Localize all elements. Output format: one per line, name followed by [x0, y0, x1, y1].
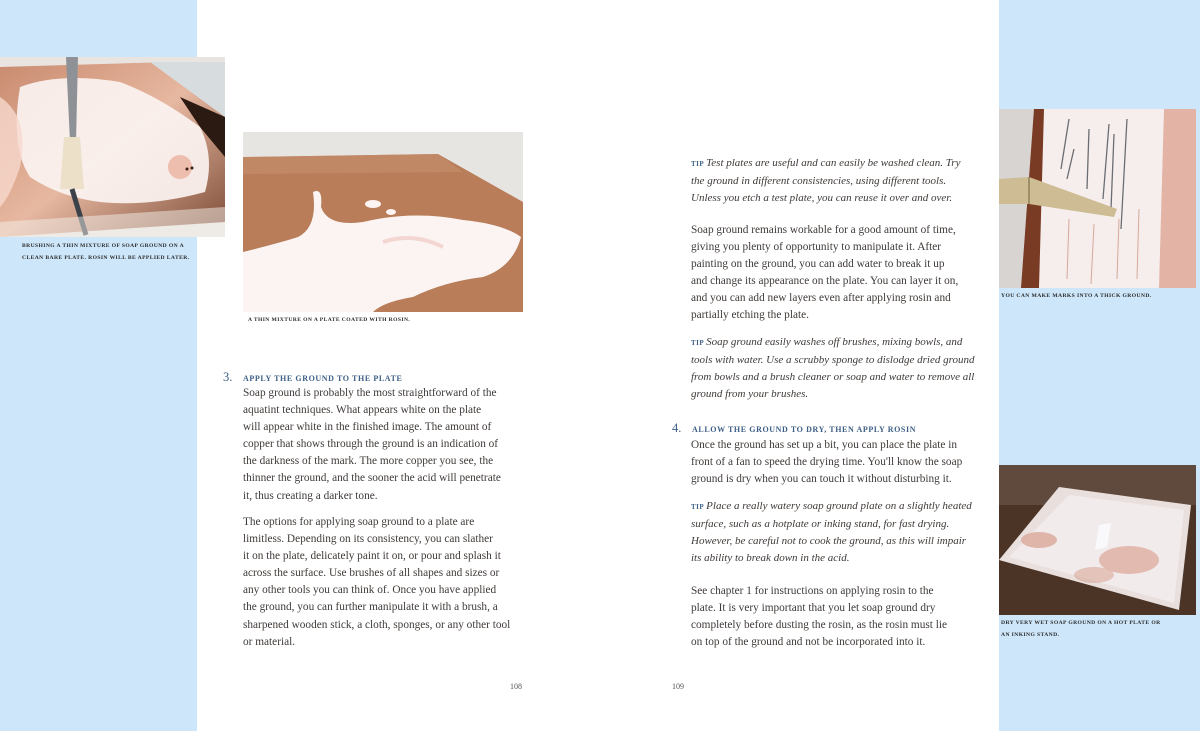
tip-watery-plate: TIP Place a really watery soap ground plate on a slightly heated surface, such as a hotplate or inking stand, for fast drying. However, be careful not to cook the ground, as this will impair its ability to break down in the acid. [691, 500, 972, 565]
figure-caption-thick-ground: YOU CAN MAKE MARKS INTO A THICK GROUND. [1001, 293, 1152, 299]
photo-hot-plate-image [999, 465, 1196, 615]
photo-thin-mixture-image [243, 132, 523, 312]
tip-washing: TIP Soap ground easily washes off brushes, mixing bowls, and tools with water. Use a scrubby sponge to dislodge dried ground from bowls and a brush cleaner or soap and water to remove all ground from your brushes. [691, 336, 975, 401]
step-number: 3. [223, 370, 233, 384]
figure-caption-brushing: BRUSHING A THIN MIXTURE OF SOAP GROUND ON A CLEAN BARE PLATE. ROSIN WILL BE APPLIED LATER. [22, 243, 190, 261]
step-title: APPLY THE GROUND TO THE PLATE [243, 374, 403, 383]
photo-thin-mixture [243, 132, 523, 312]
photo-thick-ground-image [999, 109, 1196, 288]
step-title: ALLOW THE GROUND TO DRY, THEN APPLY ROSIN [692, 425, 917, 434]
step-3-heading [223, 370, 402, 385]
page-number-left: 108 [510, 682, 522, 691]
step-4-paragraph: Once the ground has set up a bit, you can place the plate in front of a fan to speed the drying time. You'll know the soap ground is dry when you can touch it without disturbing it. [691, 439, 963, 486]
tip-label: TIP [691, 503, 705, 511]
paragraph-rosin: See chapter 1 for instructions on applying rosin to the plate. It is very important that you let soap ground dry completely before dusting the rosin, as the rosin must lie on top of the ground and not be incorporated into it. [691, 585, 948, 649]
step-3-paragraph-1: Soap ground is probably the most straightforward of the aquatint techniques. What appears white on the plate will appear white in the finished image. The amount of copper that shows through the ground is an indication of the darkness of the mark. The more copper you see, the thinner the ground, and the sooner the acid will penetrate it, thus creating a darker tone. [243, 387, 501, 502]
step-3-paragraph-2: The options for applying soap ground to a plate are limitless. Depending on its consistency, you can slather it on the plate, delicately paint it on, or pour and splash it across the surface. Use brushes of all shapes and sizes or any other tools you can think of. Once you have applied the ground, you can further manipulate it with a brush, a sharpened wooden stick, a cloth, sponges, or any other tool or material. [243, 516, 511, 648]
photo-thick-ground [999, 109, 1196, 288]
tip-test-plates: TIP Test plates are useful and can easily be washed clean. Try the ground in different consistencies, using different tools. Unless you etch a test plate, you can reuse it over and over. [691, 157, 961, 205]
photo-brushing-soap-ground [0, 57, 225, 237]
figure-caption-hot-plate: DRY VERY WET SOAP GROUND ON A HOT PLATE OR AN INKING STAND. [1001, 620, 1161, 638]
figure-caption-thin-mixture: A THIN MIXTURE ON A PLATE COATED WITH ROSIN. [248, 317, 411, 323]
photo-hot-plate [999, 465, 1196, 615]
step-4-heading [672, 421, 916, 436]
page-number-right: 109 [672, 682, 684, 691]
step-number: 4. [672, 421, 682, 435]
paragraph-workable: Soap ground remains workable for a good amount of time, giving you plenty of opportunity to manipulate it. After painting on the ground, you can add water to break it up and change its appearance on the plate. You can layer it on, and you can add new layers even after applying rosin and partially etching the plate. [691, 224, 959, 322]
tip-label: TIP [691, 339, 705, 347]
photo-brushing-image [0, 57, 225, 237]
tip-label: TIP [691, 160, 705, 168]
